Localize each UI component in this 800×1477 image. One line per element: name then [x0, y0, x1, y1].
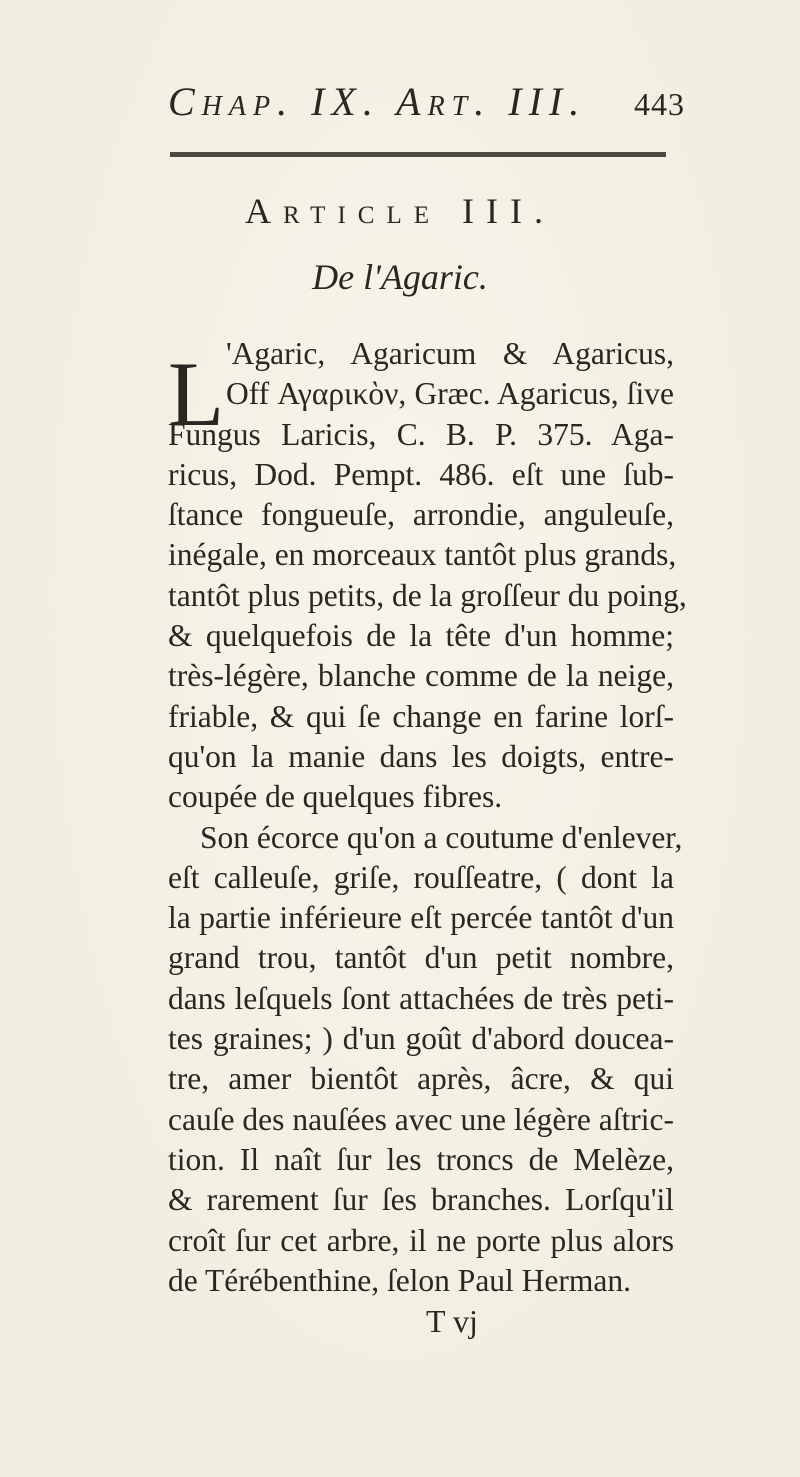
article-subtitle: De l'Agaric. — [312, 257, 488, 297]
text-line: croît ſur cet arbre, il ne porte plus alors — [168, 1222, 674, 1258]
text-line: Fungus Laricis, C. B. P. 375. Aga- — [168, 416, 674, 452]
text-line: & rarement ſur ſes branches. Lorſqu'il — [168, 1182, 674, 1218]
text-line: qu'on la manie dans les doigts, entre- — [168, 738, 674, 774]
text-line: ricus, Dod. Pempt. 486. eſt une ſub- — [168, 456, 674, 492]
drop-cap: L — [168, 343, 225, 445]
body-text — [168, 334, 687, 1301]
text-line: tion. Il naît ſur les troncs de Melèze, — [168, 1141, 674, 1177]
article-heading: Article III. — [245, 191, 555, 231]
text-line: dans leſquels ſont attachées de très peti- — [168, 980, 674, 1016]
text-line: grand trou, tantôt d'un petit nombre, — [168, 940, 674, 976]
text-line: tantôt plus petits, de la groſſeur du poing, — [168, 577, 687, 613]
text-line: Son écorce qu'on a coutume d'enlever, — [200, 819, 683, 855]
text-line: cauſe des nauſées avec une légère aſtric- — [168, 1101, 674, 1137]
page-number: 443 — [634, 86, 685, 122]
text-line: Off Αγαρικὸν, Græc. Agaricus, ſive — [226, 376, 674, 412]
catchword: T vj — [426, 1303, 478, 1339]
text-line: très-légère, blanche comme de la neige, — [168, 658, 674, 694]
text-line: coupée de quelques fibres. — [168, 779, 503, 815]
text-line: 'Agaric, Agaricum & Agaricus, — [226, 336, 674, 371]
text-line: de Térébenthine, ſelon Paul Herman. — [168, 1262, 632, 1298]
text-line: & quelquefois de la tête d'un homme; — [168, 618, 674, 654]
running-title: Chap. IX. Art. III. — [168, 79, 587, 124]
running-head — [168, 78, 685, 128]
text-line: tes graines; ) d'un goût d'abord doucea- — [168, 1021, 674, 1057]
header-rule — [170, 152, 666, 157]
text-line: tre, amer bientôt après, âcre, & qui — [168, 1061, 674, 1097]
text-line: eſt calleuſe, griſe, rouſſeatre, ( dont la — [168, 859, 674, 895]
text-line: ſtance fongueuſe, arrondie, anguleuſe, — [168, 497, 674, 533]
text-line: inégale, en morceaux tantôt plus grands, — [168, 537, 677, 573]
text-line: la partie inférieure eſt percée tantôt d'un — [168, 900, 674, 936]
text-line: friable, & qui ſe change en farine lorſ- — [168, 698, 674, 734]
